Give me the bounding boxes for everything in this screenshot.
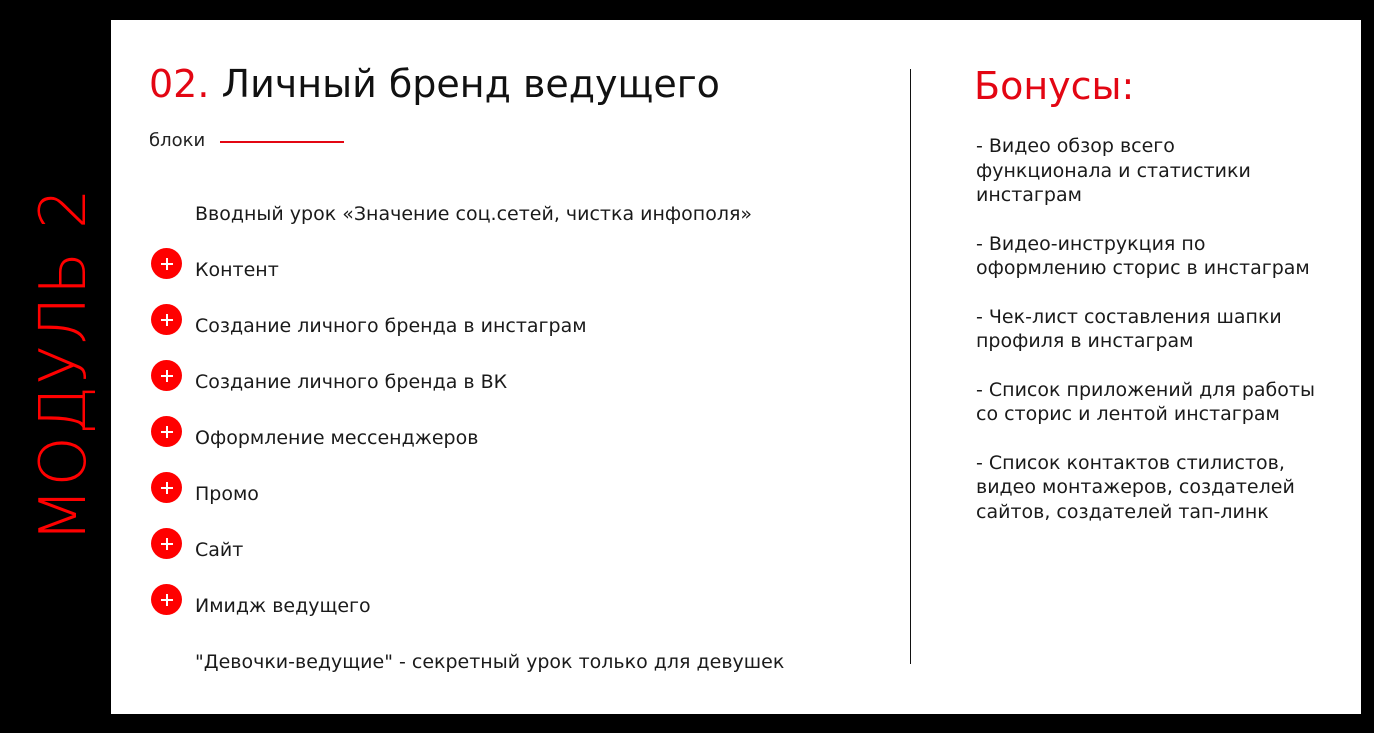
bonus-list [976, 134, 1316, 548]
plus-circle-icon[interactable] [151, 528, 182, 559]
lesson-label: "Девочки-ведущие" - секретный урок только для девушек [195, 651, 785, 673]
plus-circle-icon[interactable] [151, 584, 182, 615]
plus-circle-icon[interactable] [151, 360, 182, 391]
bonus-item: - Видео-инструкция по оформлению сторис в инстаграм [976, 232, 1310, 279]
column-divider [910, 69, 911, 664]
module-number: 02. [149, 62, 210, 106]
module-side-label: МОДУЛЬ 2 [27, 187, 101, 543]
lesson-label: Создание личного бренда в инстаграм [195, 315, 587, 337]
bonuses-title: Бонусы: [974, 64, 1135, 108]
lesson-label: Контент [195, 259, 279, 281]
page-title [149, 64, 720, 106]
plus-circle-icon[interactable] [151, 248, 182, 279]
lesson-label: Создание личного бренда в ВК [195, 371, 508, 393]
bonus-item: - Видео обзор всего функционала и статистики инстаграм [976, 135, 1251, 206]
plus-circle-icon[interactable] [151, 416, 182, 447]
plus-circle-icon[interactable] [151, 472, 182, 503]
lesson-label: Имидж ведущего [195, 595, 371, 617]
blocks-underline [220, 141, 344, 143]
content-card [111, 20, 1361, 714]
module-title: Личный бренд ведущего [221, 62, 720, 106]
lesson-label: Промо [195, 483, 259, 505]
lesson-label: Сайт [195, 539, 244, 561]
blocks-label: блоки [149, 130, 206, 151]
blocks-heading [149, 130, 344, 151]
bonus-item: - Список приложений для работы со сторис и лентой инстаграм [976, 378, 1315, 425]
lesson-label: Вводный урок «Значение соц.сетей, чистка инфополя» [195, 203, 753, 225]
lesson-label: Оформление мессенджеров [195, 427, 479, 449]
plus-circle-icon[interactable] [151, 304, 182, 335]
bonus-item: - Чек-лист составления шапки профиля в инстаграм [976, 305, 1282, 352]
bonus-item: - Список контактов стилистов, видео монтажеров, создателей сайтов, создателей тап-линк [976, 451, 1295, 523]
